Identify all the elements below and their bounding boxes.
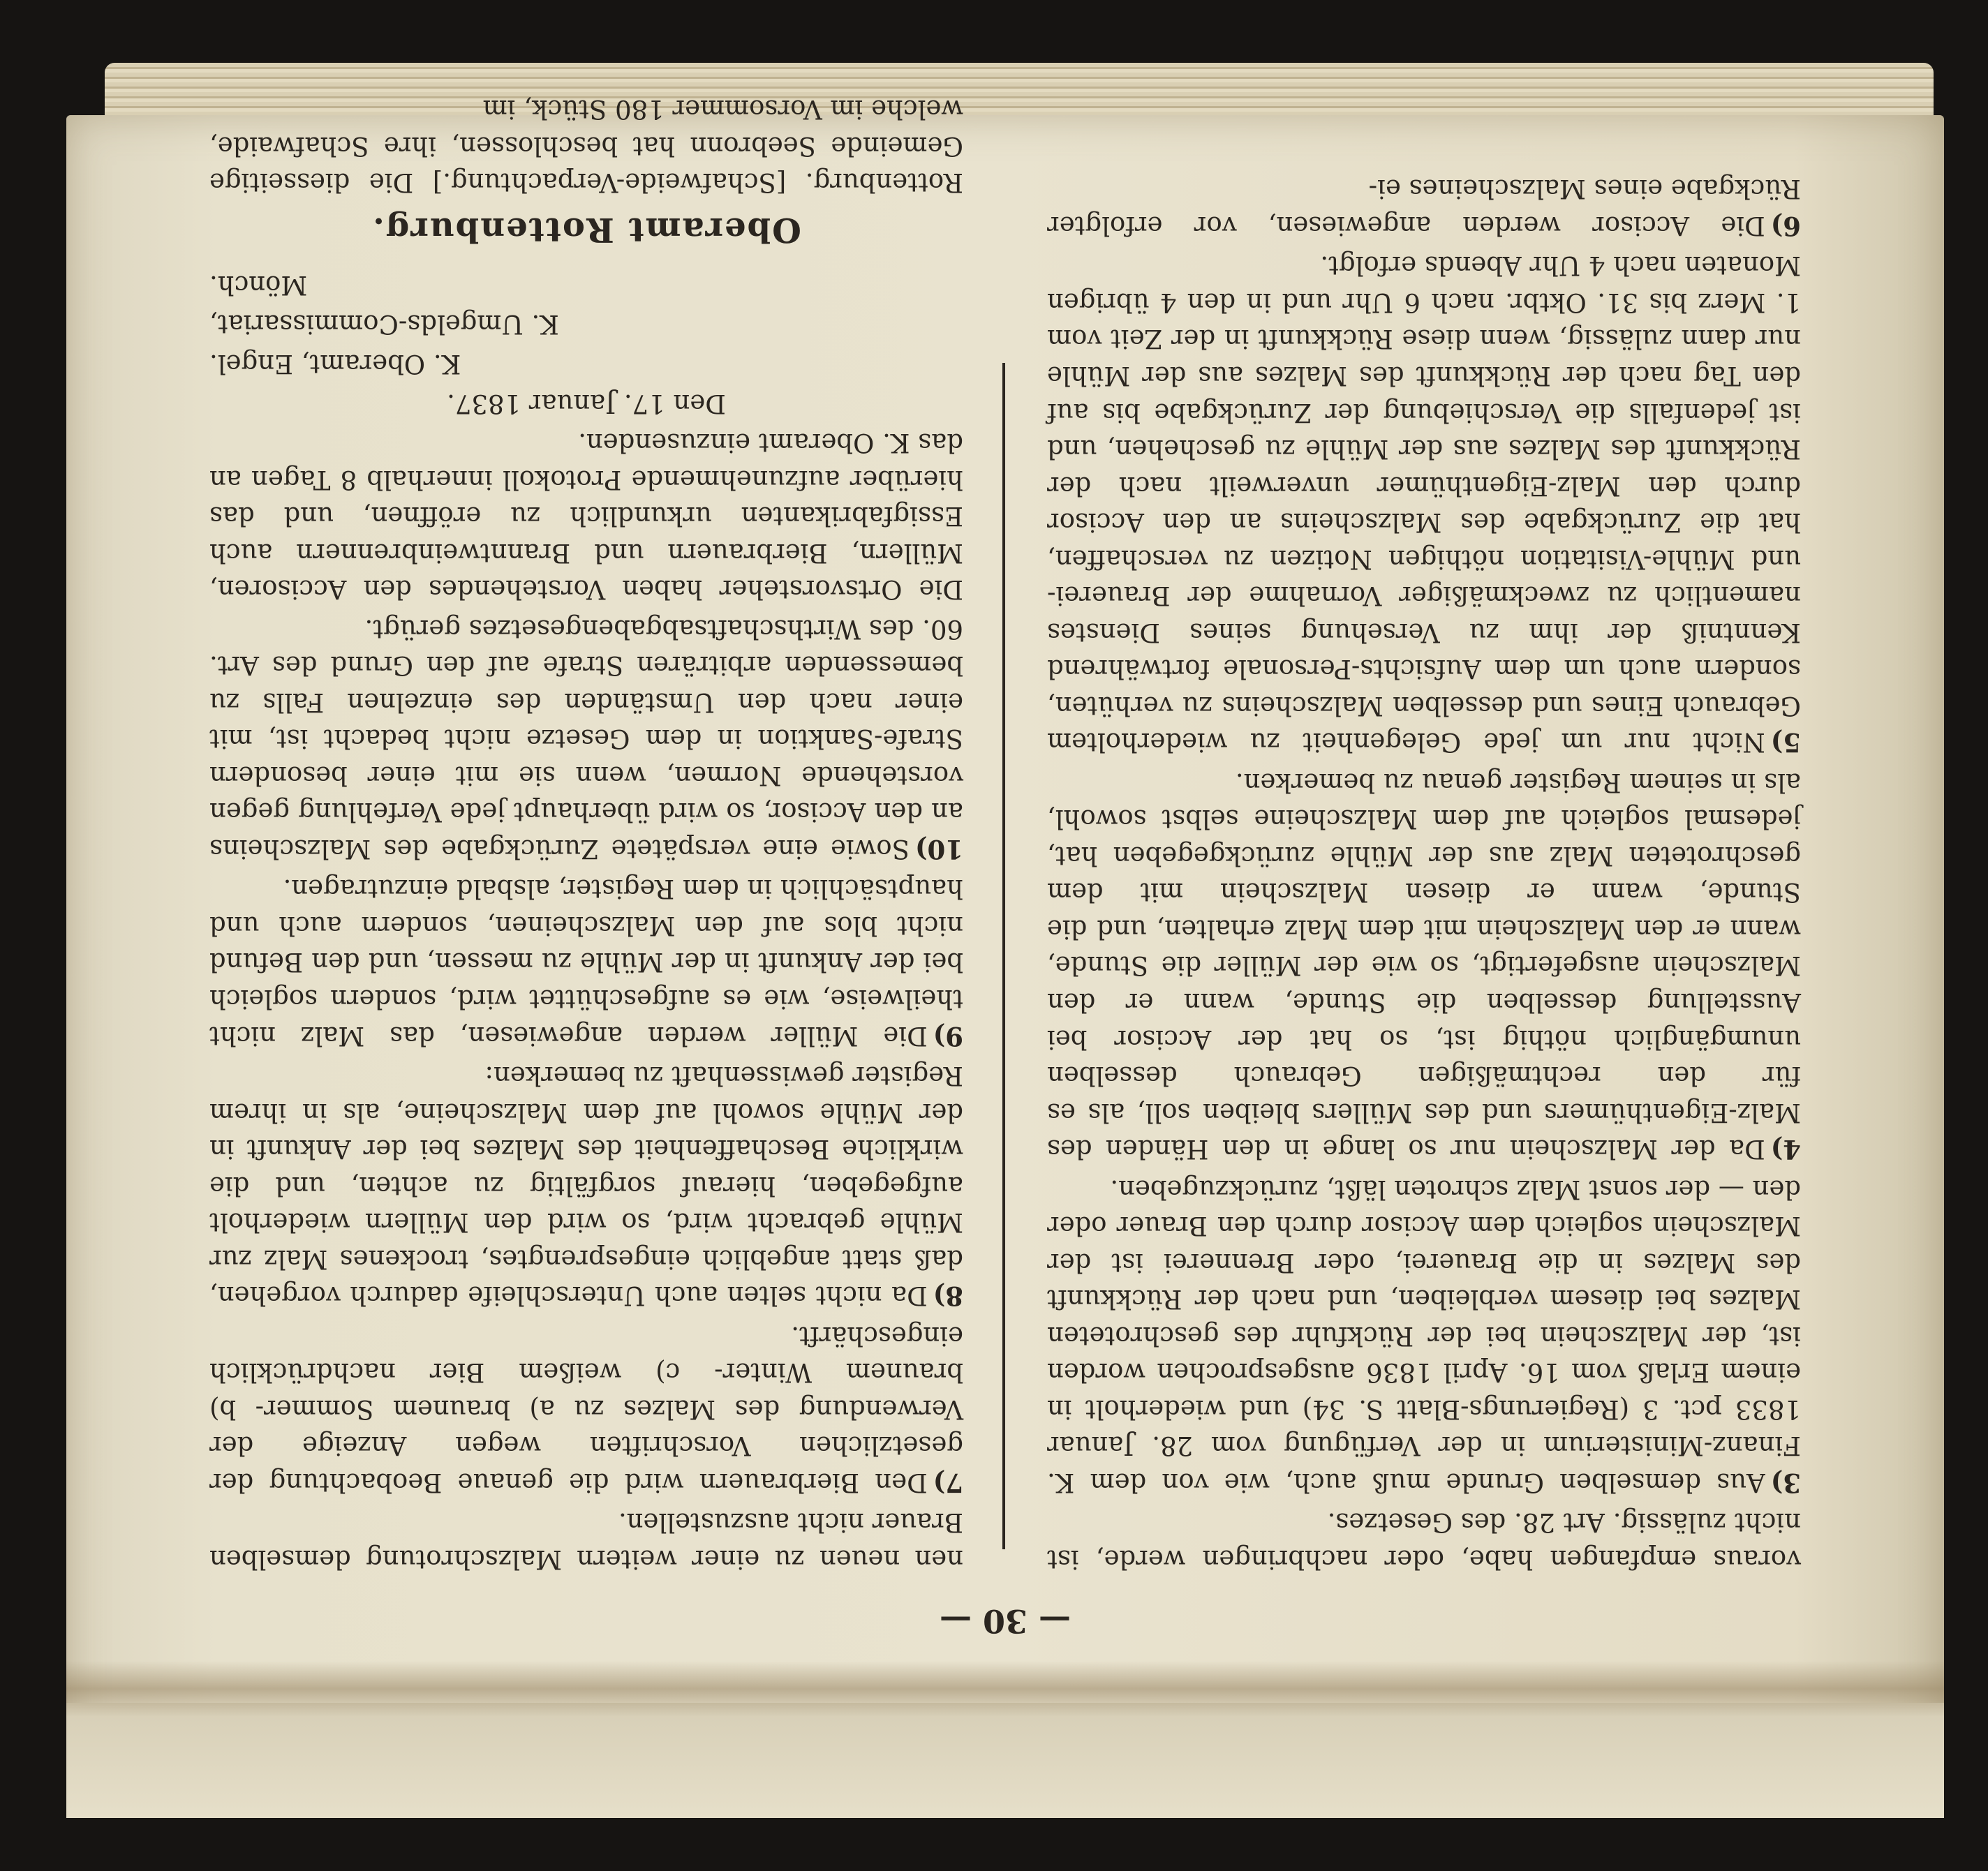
signature-oberamt: K. Oberamt, Engel.	[209, 349, 461, 379]
book-gutter	[66, 1661, 1944, 1717]
paragraph-number: 5)	[1770, 727, 1801, 759]
paragraph-text: Sowie eine verspätete Zurückgabe des Malzscheins an den Accisor, so wird überhaupt jede Verfehlung gegen vorstehende Normen, wenn sie mit einer besondern Strafe-Sanktion in dem Gesetze nicht bedacht ist, mit einer nach den Umständen des einzelnen Falls zu bemessenden arbiträren Strafe auf den Grund des Art. 60. des Wirthschaftsabgabengesetzes gerügt.	[209, 613, 963, 864]
page-number: — 30 —	[939, 1602, 1071, 1640]
section-heading: Oberamt Rottenburg.	[371, 210, 801, 250]
paragraph-5	[1047, 247, 1801, 761]
column-divider	[1002, 363, 1005, 1549]
paragraph-number: 6)	[1770, 210, 1801, 241]
paragraph-number: 7)	[933, 1467, 963, 1498]
paragraph-text: voraus empfangen habe, oder nachbringen werde, ist nicht zulässig. Art 28. des Gesetzes.	[1047, 1507, 1801, 1574]
paragraph-4	[1047, 763, 1801, 1168]
paragraph-text: Die Müller werden angewiesen, das Malz nicht theilweise, wie es aufgeschüttet wird, sondern sogleich bei der Ankunft in der Mühle zu messen, und den Befund nicht blos auf den Malzscheinen, sondern auch und hauptsächlich in dem Register, alsbald einzutragen.	[209, 874, 963, 1051]
paragraph-8	[209, 1057, 963, 1315]
document-date: Den 17. Januar 1837.	[447, 388, 726, 419]
paragraph-continuation: nen neuen zu einer weitern Malzschrotung demselben Brauer nicht auszustellen.	[209, 1507, 963, 1574]
paragraph-number: 8)	[933, 1281, 963, 1312]
paragraph-number: 4)	[1770, 1134, 1801, 1165]
signature-commissariat: K. Umgelds-Commissariat,	[209, 309, 559, 340]
paragraph-7	[209, 1317, 963, 1501]
paragraph-6	[1047, 170, 1801, 244]
paragraph-number: 3)	[1770, 1467, 1801, 1498]
paragraph-text: Aus demselben Grunde muß auch, wie von dem K. Finanz-Ministerium in der Verfügung vom 28. Januar 1833 pct. 3 (Regierungs-Blatt S. 34) und wiederholt in einem Erlaß vom 16. April 1836 ausgesprochen worden ist, der Malzschein bei der Rückfuhr des geschroteten Malzes bei diesem verbleiben, und nach der Rückkunft des Malzes in die Brauerei, oder Brennerei ist der Malzschein sogleich dem Accisor durch den Brauer oder den — der sonst Malz schroten läßt, zurückzugeben.	[1047, 1174, 1801, 1498]
left-column	[1047, 174, 1801, 1577]
paragraph-text: Den Bierbrauern wird die genaue Beobachtung der gesetzlichen Vorschriften wegen Anzeige der Verwendung des Malzes zu a) braunem Sommer- b) braunem Winter- c) weißem Bier nachdrücklich eingeschärft.	[209, 1320, 963, 1498]
final-paragraph: Rottenburg. [Schafweide-Verpachtung.] Die diesseitige Gemeinde Seebronn hat beschlossen, ihre Schafwaide, welche im Vorsommer 180 Stück, im	[209, 94, 963, 198]
paragraph-9	[209, 870, 963, 1054]
paragraph-number: 10)	[915, 833, 963, 865]
rotated-text-block	[209, 94, 1801, 1640]
paragraph-text: Nicht nur um jede Gelegenheit zu wiederholtem Gebrauch Eines und desselben Malzscheins zu verhüten, sondern auch um dem Aufsichts-Personale fortwährend Kenntniß der ihm zu Versehung seines Dienstes namentlich zu zweckmäßiger Vornahme der Brauerei- und Mühle-Visitation nöthigen Notizen zu verschaffen, hat die Zurückgabe des Malzscheins an den Accisor durch den Malz-Eigenthümer unverweilt nach der Rückkunft des Malzes aus der Mühle zu geschehen, und ist jedenfalls die Verschiebung der Zurückgabe bis auf den Tag nach der Rückkunft des Malzes aus der Mühle nur dann zulässig, wenn diese Rückkunft in der Zeit vom 1. Merz bis 31. Oktbr. nach 6 Uhr und in den 4 übrigen Monaten nach 4 Uhr Abends erfolgt.	[1047, 251, 1801, 758]
closing-paragraph: Die Ortsvorsteher haben Vorstehendes den Accisoren, Müllern, Bierbrauern und Branntweinbrennern auch Essigfabrikanten urkundlich zu eröffnen, und das hierüber aufzunehmende Protokoll innerhalb 8 Tagen an das K. Oberamt einzusenden.	[209, 428, 963, 605]
paragraph-text: Da nicht selten auch Unterschleife dadurch vorgehen, daß statt angeblich eingesprengtes, trockenes Malz zur Mühle gebracht wird, so wird den Müllern wiederholt aufgegeben, hierauf sorgfältig zu achten, und die wirkliche Beschaffenheit des Malzes bei der Ankunft in der Mühle sowohl auf dem Malzscheine, als in ihrem Register gewissenhaft zu bemerken:	[209, 1061, 963, 1311]
signature-name: Mönch.	[209, 269, 308, 300]
right-column	[209, 94, 963, 1577]
paragraph-10	[209, 610, 963, 867]
paragraph-text: Da der Malzschein nur so lange in den Händen des Malz-Eigenthümers und des Müllers bleiben soll, als es für den rechtmäßigen Gebrauch desselben unumgänglich nöthig ist, so hat der Accisor bei Ausstellung desselben die Stunde, wann er den Malzschein ausgefertigt, so wie der Müller die Stunde, wann er den Malzschein mit dem Malz erhalten, und die Stunde, wann er diesen Malzschein mit dem geschroteten Malz aus der Mühle zurückgegeben hat, jedesmal sogleich auf dem Malzscheine selbst sowohl, als in seinem Register genau zu bemerken.	[1047, 767, 1801, 1165]
lower-page-leaf	[66, 1703, 1944, 1818]
paragraph-text: Die Accisor werden angewiesen, vor erfolgter Rückgabe eines Malzscheines ei-	[1047, 174, 1801, 241]
paragraph-3	[1047, 1170, 1801, 1501]
paragraph-continuation	[1047, 1504, 1801, 1577]
paragraph-number: 9)	[933, 1020, 963, 1052]
